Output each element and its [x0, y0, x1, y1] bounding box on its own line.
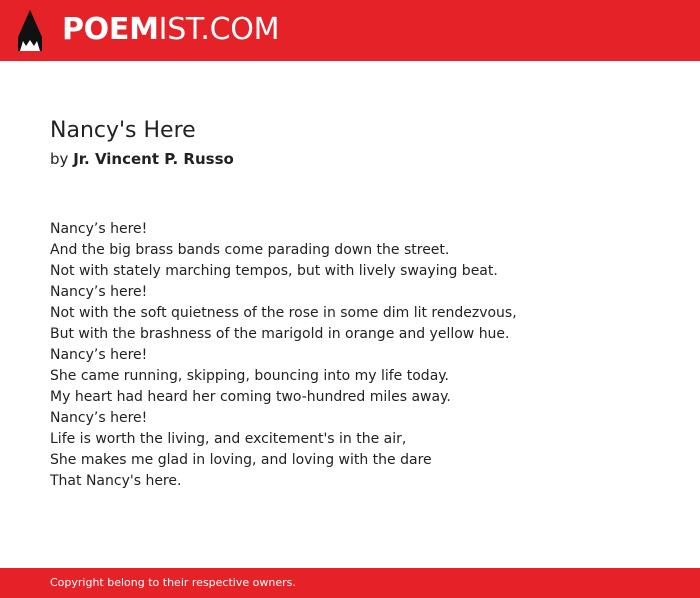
poem-line: Not with stately marching tempos, but with lively swaying beat. [50, 263, 498, 279]
poem-line: Nancy’s here! [50, 221, 148, 237]
site-logo[interactable] [62, 13, 279, 47]
poem-body [50, 219, 670, 492]
by-label: by [50, 150, 69, 168]
copyright-text: Copyright belong to their respective owners. [50, 576, 296, 589]
poem-line: Nancy’s here! [50, 347, 148, 363]
author-link[interactable]: Jr. Vincent P. Russo [73, 150, 234, 168]
site-header [0, 0, 700, 61]
poem-line: That Nancy's here. [50, 473, 182, 489]
poem-byline [50, 149, 234, 169]
poem-line: Life is worth the living, and excitement's in the air, [50, 431, 407, 447]
poem-title: Nancy's Here [50, 118, 196, 143]
poem-line: She makes me glad in loving, and loving with the dare [50, 452, 432, 468]
poem-line: And the big brass bands come parading down the street. [50, 242, 450, 258]
poem-line: She came running, skipping, bouncing into my life today. [50, 368, 450, 384]
logo-bold-text: POEM [62, 12, 159, 47]
site-footer [0, 568, 700, 598]
poem-line: Not with the soft quietness of the rose in some dim lit rendezvous, [50, 305, 517, 321]
poem-line: My heart had heard her coming two-hundred miles away. [50, 389, 451, 405]
poem-line: Nancy’s here! [50, 284, 148, 300]
pencil-tip-icon[interactable] [18, 10, 42, 51]
poem-line: Nancy’s here! [50, 410, 148, 426]
logo-light-text: IST.COM [158, 12, 280, 47]
poem-line: But with the brashness of the marigold in orange and yellow hue. [50, 326, 510, 342]
